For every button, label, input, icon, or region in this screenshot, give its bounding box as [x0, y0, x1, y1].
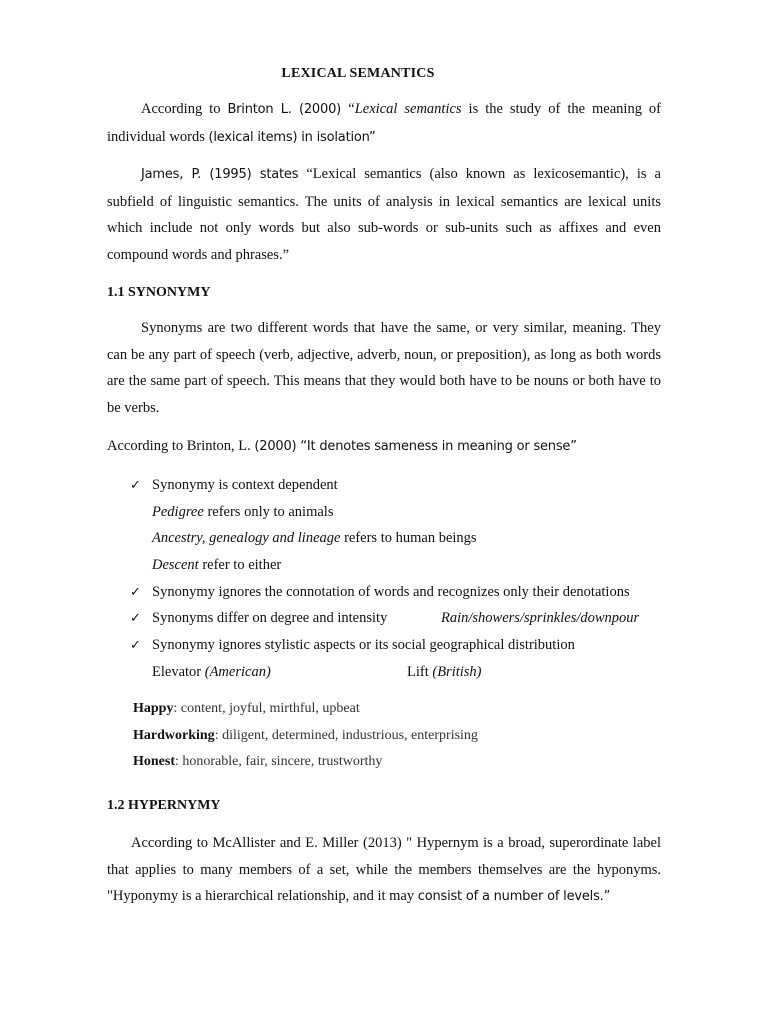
checkmark-icon: ✓ [130, 611, 141, 627]
hypernymy-paragraph: According to McAllister and E. Miller (2013) " Hypernym is a broad, superordinate label that applies to many members of a set, while the members themselves are the hyponyms. "Hyponymy is a hierarchical relationship, and it may consist of a number of levels.” [107, 835, 661, 905]
checkmark-icon: ✓ [130, 584, 141, 600]
citation: James, P. (1995) states [141, 167, 299, 182]
intro-paragraph: According to Brinton L. (2000) “Lexical semantics is the study of the meaning of individual words (lexical items) in isolation” [107, 101, 662, 145]
key-term: Lexical semantics [354, 101, 462, 117]
list-item: Hardworking: diligent, determined, industrious, enterprising [133, 727, 478, 743]
list-item: ✓ Synonymy ignores the connotation of words and recognizes only their denotations [130, 579, 670, 606]
list-item-example: Pedigree refers only to animals [152, 503, 334, 520]
synonymy-bullet-list [130, 472, 670, 686]
list-item: ✓ Synonyms differ on degree and intensity Rain/showers/sprinkles/downpour [130, 605, 670, 632]
list-item: Honest: honorable, fair, sincere, trustworthy [133, 754, 383, 769]
definition-paragraph: James, P. (1995) states “Lexical semantics (also known as lexicosemantic), is a subfield of linguistic semantics. The units of analysis in lexical semantics are lexical units which include not only words but also sub-words or sub-units such as affixes and even compound words and phrases.” [107, 166, 661, 264]
section-heading-synonymy: 1.1 SYNONYMY [107, 285, 211, 300]
list-item: Happy: content, joyful, mirthful, upbeat [133, 701, 360, 716]
list-item-example: Elevator (American) Lift (British) [152, 663, 482, 680]
example-words: Rain/showers/sprinkles/downpour [441, 610, 640, 627]
list-item-example: Descent refer to either [152, 557, 282, 574]
synonym-examples [133, 696, 478, 776]
list-item: ✓ Synonymy is context dependent [130, 472, 670, 499]
list-item: ✓ Synonymy ignores stylistic aspects or its social geographical distribution [130, 632, 670, 659]
section-heading-hypernymy: 1.2 HYPERNYMY [107, 798, 221, 813]
citation: Brinton L. (2000) [227, 102, 349, 117]
checkmark-icon: ✓ [130, 638, 141, 654]
checkmark-icon: ✓ [130, 478, 141, 493]
list-item-example: Ancestry, genealogy and lineage refers to human beings [152, 530, 477, 547]
document-title: LEXICAL SEMANTICS [281, 66, 435, 81]
brinton-quote: According to Brinton, L. (2000) “It denotes sameness in meaning or sense” [107, 438, 577, 454]
synonymy-paragraph: Synonyms are two different words that have the same, or very similar, meaning. They can be any part of speech (verb, adjective, adverb, noun, or preposition), as long as both words are the same part of speech. This means that they would both have to be nouns or both have to be verbs. [107, 320, 661, 417]
